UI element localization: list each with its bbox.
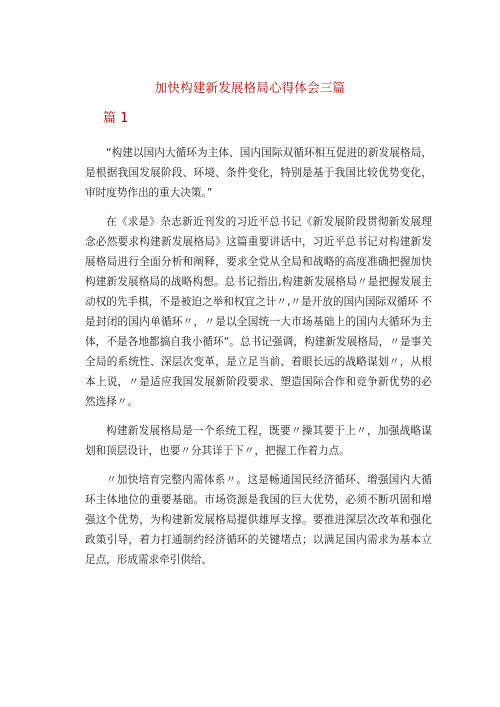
document-body [85, 143, 432, 578]
document-title: 加快构建新发展格局心得体会三篇 [154, 80, 346, 95]
paragraph-3: 构建新发展格局是一个系统工程，既要〃操其要于上〃，加强战略谋划和顶层设计，也要〃分其详于下〃，把握工作着力点。 [85, 425, 432, 457]
paragraph-2: 在《求是》杂志新近刊发的习近平总书记《新发展阶段贯彻新发展理念必然要求构建新发展格局》这篇重要讲话中，习近平总书记对构建新发展格局进行全面分析和阐释，要求全党从全局和战略的高度准确把握加快构建新发展格局的战略构想。总书记指出,构建新发展格局〃是把握发展主动权的先手棋，不是被迫之举和权宜之计〃,〃是开放的国内国际双循环 不是封闭的国内单循环〃，〃是以全国统一大市场基础上的国内大循环为主体，不是各地都搞自我小循环“。总书记强调，构建新发展格局，〃是事关全局的系统性、深层次变革，是立足当前、着眼长远的战略谋划〃，从根本上说，〃是适应我国发展新阶段要求、塑造国际合作和竞争新优势的必然选择〃。 [85, 216, 432, 408]
paragraph-4: 〃加快培育完整内需体系〃。这是畅通国民经济循环、增强国内大循环主体地位的重要基础。市场资源是我国的巨大优势，必须不断巩固和增强这个优势，为构建新发展格局提供雄厚支撑。要推进深层次改革和强化政策引导，着力打通制约经济循环的关键堵点；以满足国内需求为基本立足点，形成需求牵引供给、 [85, 474, 432, 566]
paragraph-1: “构建以国内大循环为主体、国内国际双循环相互促进的新发展格局，是根据我国发展阶段、环境、条件变化，特别是基于我国比较优势变化，审时度势作出的重大决策。” [85, 147, 432, 199]
section-heading: 篇 1 [103, 111, 129, 126]
